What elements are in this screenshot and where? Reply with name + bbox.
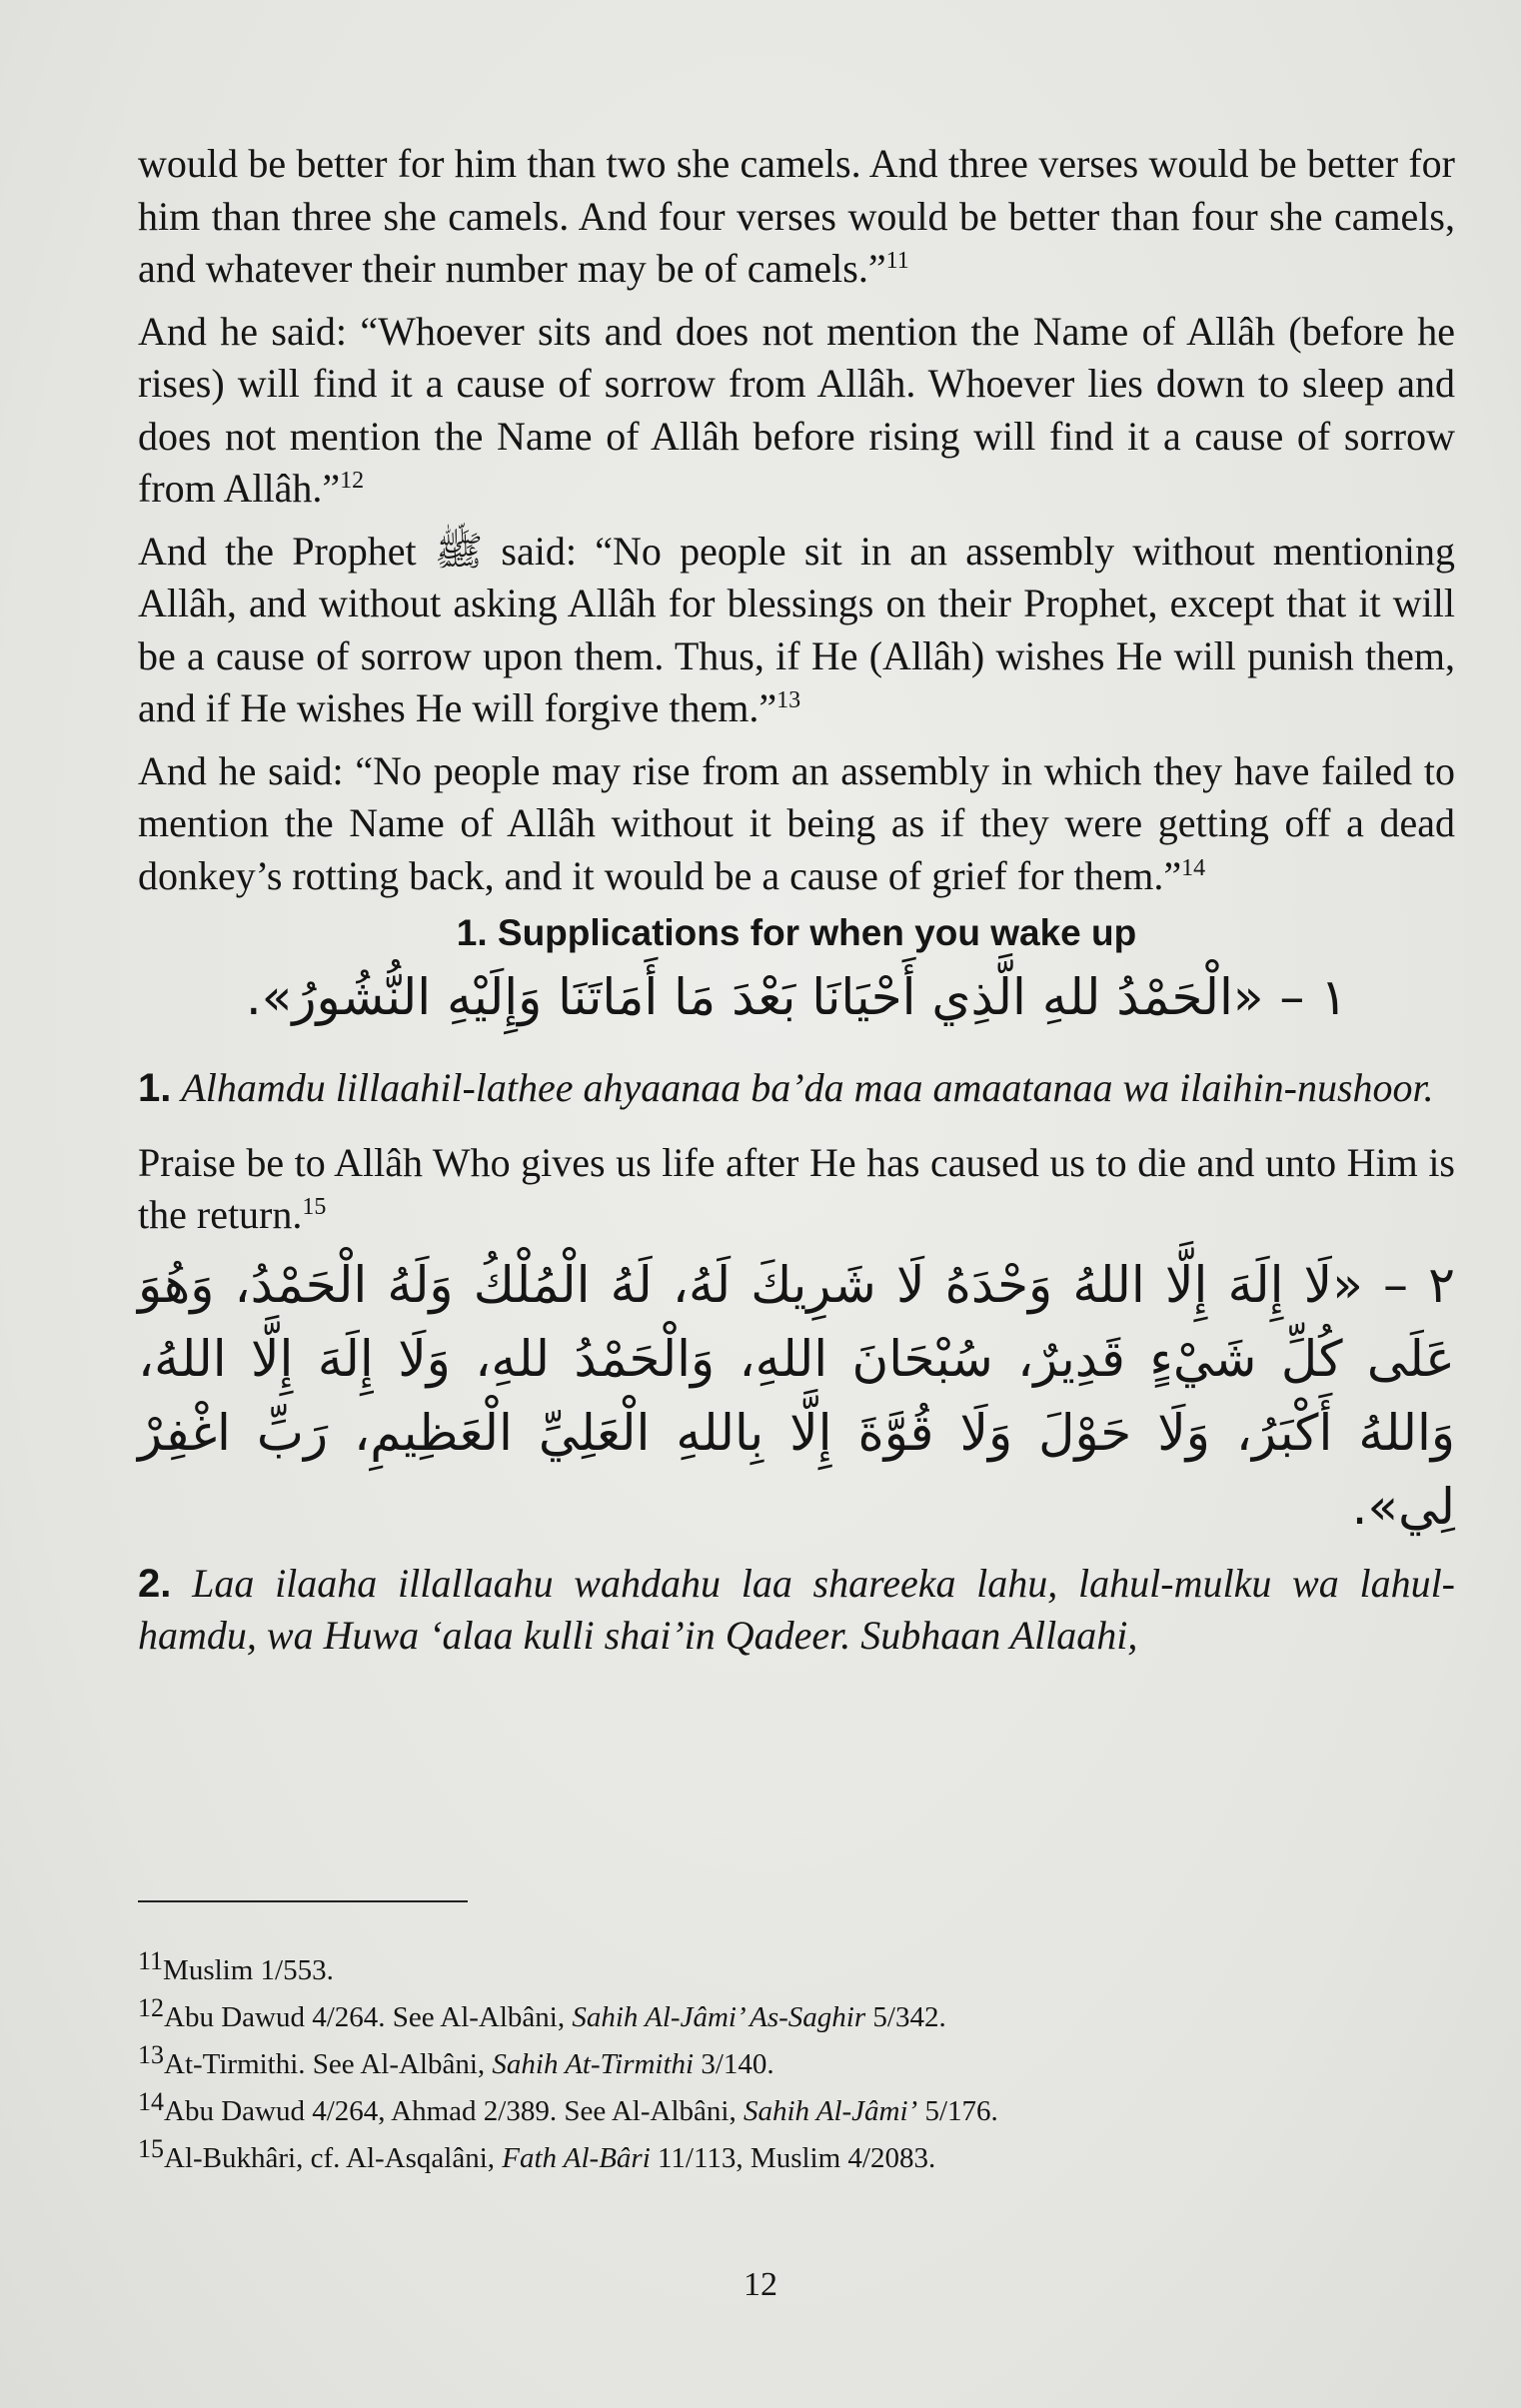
paragraph-hadith-verses: would be better for him than two she camels. And three verses would be better for him than three she camels. And four verses would be better than four she camels, and whatever their number may be of camels.”$^{11}$	[138, 141, 1455, 291]
page-number: 12	[744, 2266, 777, 2303]
footnote-12: $^{12}$Abu Dawud 4/264. See Al-Albâni, Sahih Al-Jâmi’ As-Saghir 5/342.	[138, 1993, 946, 2033]
footnote-11: $^{11}$Muslim 1/553.	[138, 1946, 334, 1986]
paragraph-hadith-rising: And he said: “No people may rise from an assembly in which they have failed to mention the Name of Allâh without it being as if they were getting off a dead donkey’s rotting back, and it would be a cause of grief for them.”$^{14}$	[138, 747, 1455, 898]
footnotes	[138, 1946, 1455, 2185]
footnote-ref: 12	[340, 468, 365, 494]
main-text	[138, 138, 1455, 1663]
section-heading: 1. Supplications for when you wake up	[456, 912, 1137, 953]
footnote-14: $^{14}$Abu Dawud 4/264, Ahmad 2/389. See Al-Albâni, Sahih Al-Jâmi’ 5/176.	[138, 2087, 998, 2127]
dua-2-arabic: ٢ – «لَا إِلَهَ إِلَّا اللهُ وَحْدَهُ لَا شَرِيكَ لَهُ، لَهُ الْمُلْكُ وَلَهُ الْحَمْدُ، وَهُوَ عَلَى كُلِّ شَيْءٍ قَدِيرٌ، سُبْحَانَ اللهِ، وَالْحَمْدُ للهِ، وَلَا إِلَهَ إِلَّا اللهُ، وَاللهُ أَكْبَرُ، وَلَا حَوْلَ وَلَا قُوَّةَ إِلَّا بِاللهِ الْعَلِيِّ الْعَظِيمِ، رَبِّ اغْفِرْ لِي».	[138, 1255, 1455, 1536]
footnote-13: $^{13}$At-Tirmithi. See Al-Albâni, Sahih At-Tirmithi 3/140.	[138, 2040, 774, 2080]
footnote-15: $^{15}$Al-Bukhâri, cf. Al-Asqalâni, Fath Al-Bâri 11/113, Muslim 4/2083.	[138, 2134, 936, 2174]
dua-1-transliteration: 1. Alhamdu lillaahil-lathee ahyaanaa ba’da maa amaatanaa wa ilaihin-nushoor.	[138, 1065, 1434, 1110]
dua-1-arabic: ١ – «الْحَمْدُ للهِ الَّذِي أَحْيَانَا بَعْدَ مَا أَمَاتَنَا وَإِلَيْهِ النُّشُورُ».	[245, 968, 1348, 1026]
footnote-ref: 13	[776, 687, 801, 713]
footnote-ref: 14	[1181, 854, 1206, 881]
footnote-ref: 15	[302, 1194, 327, 1220]
paragraph-hadith-assembly: And the Prophet ﷺ said: “No people sit in an assembly without mentioning Allâh, and without asking Allâh for blessings on their Prophet, except that it will be a cause of sorrow upon them. Thus, if He (Allâh) wishes He will punish them, and if He wishes He will forgive them.”$^{13}$	[138, 528, 1455, 730]
footnote-divider	[138, 1900, 468, 1902]
dua-2-transliteration: 2. Laa ilaaha illallaahu wahdahu laa shareeka lahu, lahul-mulku wa lahul-hamdu, wa Huwa ‘alaa kulli shai’in Qadeer. Subhaan Allaahi,	[138, 1560, 1456, 1658]
paragraph-hadith-sitting: And he said: “Whoever sits and does not mention the Name of Allâh (before he rises) will find it a cause of sorrow from Allâh. Whoever lies down to sleep and does not mention the Name of Allâh before rising will find it a cause of sorrow from Allâh.”$^{12}$	[138, 308, 1455, 511]
footnote-ref: 11	[885, 248, 909, 274]
dua-1-translation: Praise be to Allâh Who gives us life after He has caused us to die and unto Him is the return.$^{15}$	[138, 1139, 1455, 1237]
